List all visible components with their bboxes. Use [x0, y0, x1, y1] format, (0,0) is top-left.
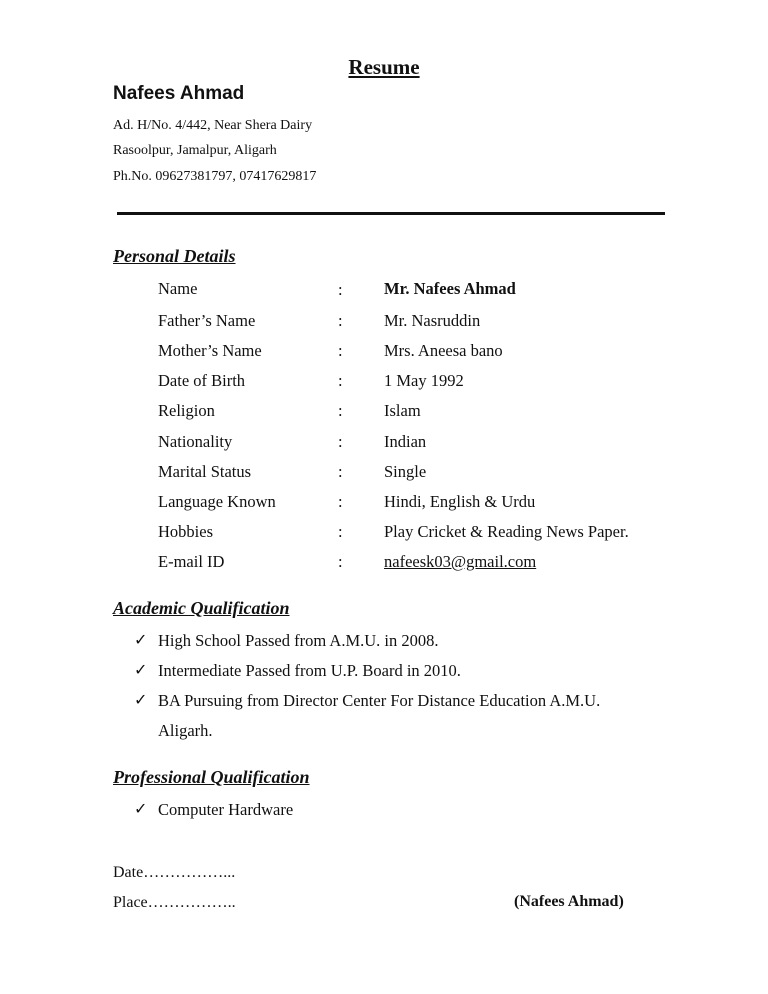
personal-label: Mother’s Name	[158, 341, 262, 360]
personal-label: Nationality	[158, 432, 233, 451]
address-line-1: Ad. H/No. 4/442, Near Shera Dairy	[113, 118, 313, 133]
personal-colon: :	[338, 462, 343, 481]
personal-label: Language Known	[158, 492, 276, 511]
phone-numbers: Ph.No. 09627381797, 07417629817	[113, 169, 317, 184]
personal-value: Single	[384, 462, 427, 481]
candidate-name: Nafees Ahmad	[113, 83, 245, 104]
address-line-2: Rasoolpur, Jamalpur, Aligarh	[113, 143, 277, 158]
checkmark-icon: ✓	[134, 801, 148, 818]
personal-colon: :	[338, 371, 343, 390]
signature-name: (Nafees Ahmad)	[514, 893, 624, 910]
personal-details-heading: Personal Details	[113, 246, 236, 266]
personal-value: Mrs. Aneesa bano	[384, 341, 503, 360]
personal-value: Indian	[384, 432, 427, 451]
personal-value: Hindi, English & Urdu	[384, 492, 536, 511]
personal-value: Mr. Nasruddin	[384, 311, 481, 330]
academic-item: BA Pursuing from Director Center For Distance Education A.M.U.	[158, 691, 601, 710]
personal-value: Mr. Nafees Ahmad	[384, 279, 516, 298]
checkmark-icon: ✓	[134, 662, 148, 679]
personal-colon: :	[338, 401, 343, 420]
personal-colon: :	[338, 522, 343, 541]
horizontal-divider	[117, 212, 665, 215]
checkmark-icon: ✓	[134, 632, 148, 649]
resume-title: Resume	[348, 55, 420, 79]
personal-label: Date of Birth	[158, 371, 246, 390]
date-field: Date……………...	[113, 864, 236, 881]
academic-item: High School Passed from A.M.U. in 2008.	[158, 631, 439, 650]
personal-label: Hobbies	[158, 522, 213, 541]
personal-colon: :	[338, 552, 343, 571]
personal-label: E-mail ID	[158, 552, 225, 571]
professional-qualification-heading: Professional Qualification	[113, 767, 310, 787]
personal-colon: :	[338, 280, 343, 299]
personal-value: Islam	[384, 401, 421, 420]
personal-colon: :	[338, 432, 343, 451]
personal-value: 1 May 1992	[384, 371, 464, 390]
personal-label: Religion	[158, 401, 215, 420]
personal-label: Father’s Name	[158, 311, 256, 330]
personal-colon: :	[338, 341, 343, 360]
academic-qualification-heading: Academic Qualification	[113, 598, 290, 618]
professional-item: Computer Hardware	[158, 800, 294, 819]
email-link[interactable]: nafeesk03@gmail.com	[384, 552, 537, 571]
place-field: Place……………..	[113, 894, 236, 911]
personal-label: Name	[158, 279, 198, 298]
academic-item-continued: Aligarh.	[158, 721, 213, 740]
personal-colon: :	[338, 492, 343, 511]
checkmark-icon: ✓	[134, 692, 148, 709]
personal-value: Play Cricket & Reading News Paper.	[384, 522, 629, 541]
academic-item: Intermediate Passed from U.P. Board in 2010.	[158, 661, 461, 680]
personal-label: Marital Status	[158, 462, 252, 481]
personal-colon: :	[338, 311, 343, 330]
